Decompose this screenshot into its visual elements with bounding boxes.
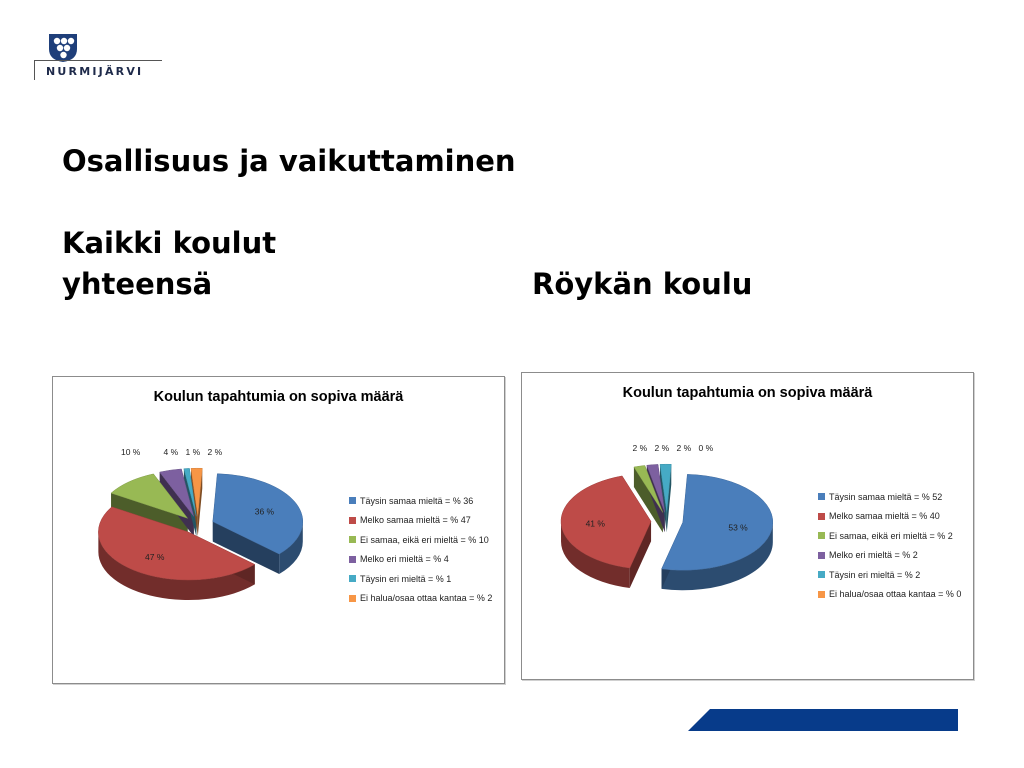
coat-of-arms-icon <box>48 33 78 63</box>
logo-text: NURMIJÄRVI <box>46 65 144 78</box>
data-label-taysin-samaa: 36 % <box>254 506 275 517</box>
legend-swatch <box>818 513 825 520</box>
logo-line-horizontal <box>34 60 162 61</box>
data-label-taysin-eri: 2 % <box>676 443 692 453</box>
legend-item-melko-eri: Melko eri mieltä = % 2 <box>818 546 961 566</box>
chart-all-schools <box>52 376 505 684</box>
right-chart-heading: Röykän koulu <box>532 267 753 301</box>
chart-title: Koulun tapahtumia on sopiva määrä <box>622 385 873 401</box>
footer-banner <box>688 709 958 731</box>
pie-chart-roykka-school <box>522 373 812 679</box>
legend-swatch <box>349 497 356 504</box>
legend-item-taysin-eri: Täysin eri mieltä = % 2 <box>818 565 961 585</box>
legend-item-taysin-samaa: Täysin samaa mieltä = % 52 <box>818 487 961 507</box>
legend-item-ei-halua: Ei halua/osaa ottaa kantaa = % 0 <box>818 585 961 605</box>
legend-item-melko-eri: Melko eri mieltä = % 4 <box>349 550 492 570</box>
data-label-melko-eri: 4 % <box>163 447 179 457</box>
legend-swatch <box>818 571 825 578</box>
legend-swatch <box>818 493 825 500</box>
data-label-ei-samaa-eika-eri: 10 % <box>120 447 141 457</box>
legend-swatch <box>349 536 356 543</box>
data-label-melko-samaa: 47 % <box>145 551 165 562</box>
left-chart-heading-line1: Kaikki koulut <box>62 226 277 260</box>
legend-swatch <box>349 595 356 602</box>
data-label-ei-halua: 2 % <box>207 447 223 457</box>
legend-swatch <box>349 556 356 563</box>
legend-item-taysin-eri: Täysin eri mieltä = % 1 <box>349 569 492 589</box>
legend-item-taysin-samaa: Täysin samaa mieltä = % 36 <box>349 491 492 511</box>
legend-item-ei-halua: Ei halua/osaa ottaa kantaa = % 2 <box>349 589 492 609</box>
pie-chart-all-schools <box>53 377 343 683</box>
legend <box>818 487 961 604</box>
legend-swatch <box>349 517 356 524</box>
legend-swatch <box>818 591 825 598</box>
data-label-melko-samaa: 41 % <box>585 518 605 529</box>
legend <box>349 491 492 608</box>
chart-roykka-school <box>521 372 974 680</box>
data-label-ei-samaa-eika-eri: 2 % <box>632 443 648 453</box>
data-label-melko-eri: 2 % <box>654 443 670 453</box>
legend-swatch <box>818 532 825 539</box>
legend-item-ei-samaa-eika-eri: Ei samaa, eikä eri mieltä = % 10 <box>349 530 492 550</box>
nurmijarvi-logo <box>34 33 164 81</box>
legend-item-ei-samaa-eika-eri: Ei samaa, eikä eri mieltä = % 2 <box>818 526 961 546</box>
legend-item-melko-samaa: Melko samaa mieltä = % 47 <box>349 511 492 531</box>
legend-swatch <box>818 552 825 559</box>
data-label-taysin-samaa: 53 % <box>728 522 748 533</box>
legend-item-melko-samaa: Melko samaa mieltä = % 40 <box>818 507 961 527</box>
legend-swatch <box>349 575 356 582</box>
page-title: Osallisuus ja vaikuttaminen <box>62 144 516 178</box>
data-label-taysin-eri: 1 % <box>185 447 201 457</box>
logo-line-vertical <box>34 60 35 80</box>
left-chart-heading-line2: yhteensä <box>62 267 213 301</box>
data-label-ei-halua: 0 % <box>698 443 714 453</box>
chart-title: Koulun tapahtumia on sopiva määrä <box>153 389 404 405</box>
